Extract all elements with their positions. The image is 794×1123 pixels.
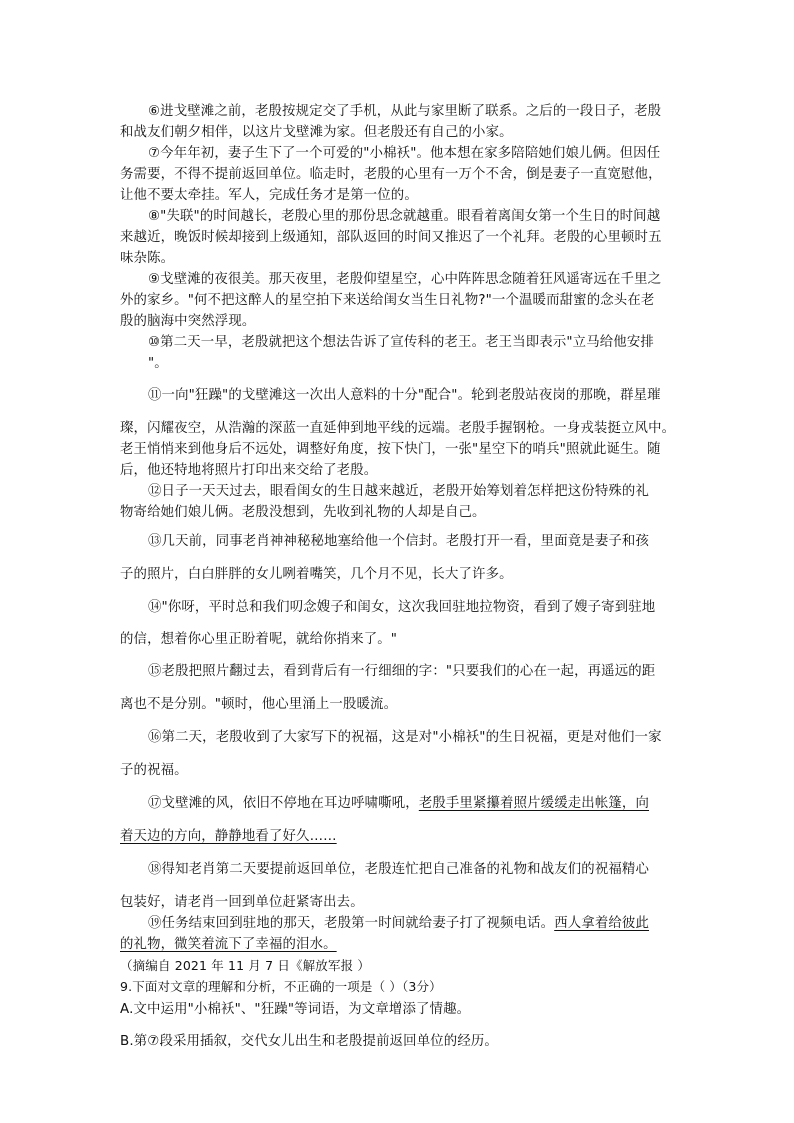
paragraph-11-line-4: 后，他还特地将照片打印出来交给了老殷。 <box>120 463 378 478</box>
paragraph-19-line-2 <box>120 933 686 952</box>
paragraph-17-text: ⑰戈壁滩的风，依旧不停地在耳边呼啸嘶吼， <box>148 796 419 811</box>
paragraph-18-line-1: ⑱得知老肖第二天要提前返回单位，老殷连忙把自己准备的礼物和战友们的祝福精心 <box>148 862 650 877</box>
paragraph-9-line-1: ⑨戈壁滩的夜很美。那天夜里，老殷仰望星空，心中阵阵思念随着狂风遥寄远在千里之 <box>148 272 662 287</box>
paragraph-10-line-1: ⑩第二天一早，老殷就把这个想法告诉了宣传科的老王。老王当即表示"立马给他安排 <box>148 335 654 350</box>
question-option-a: A.文中运用"小棉袄"、"狂躁"等词语，为文章增添了情趣。 <box>120 1002 471 1017</box>
paragraph-16-line-1: ⑯第二天，老殷收到了大家写下的祝福，这是对"小棉袄"的生日祝福，更是对他们一家 <box>148 730 662 745</box>
paragraph-7-line-2: 务需要，不得不提前返回单位。临走时，老殷的心里有一万个不舍，倒是妻子一直宽慰他， <box>120 167 662 182</box>
paragraph-15-line-2: 离也不是分别。"顿时，他心里涌上一股暖流。 <box>120 697 398 712</box>
paragraph-10-line-2: "。 <box>148 356 168 371</box>
source-citation: （摘编自 2021 年 11 月 7 日《解放军报 ） <box>120 958 371 973</box>
paragraph-12-line-2: 物寄给她们娘儿俩。老殷没想到，先收到礼物的人却是自己。 <box>120 505 486 520</box>
paragraph-11-line-3: 老王悄悄来到他身后不远处，调整好角度，按下快门，一张"星空下的哨兵"照就此诞生。随 <box>120 442 661 457</box>
paragraph-13-line-2: 子的照片，白白胖胖的女儿咧着嘴笑，几个月不见，长大了许多。 <box>120 567 513 582</box>
paragraph-8-line-2: 来越近，晚饭时候却接到上级通知，部队返回的时间又推迟了一个礼拜。老殷的心里顿时五 <box>120 230 662 245</box>
paragraph-17-line-2 <box>120 825 686 844</box>
question-option-b: B.第⑦段采用插叙，交代女儿出生和老殷提前返回单位的经历。 <box>120 1034 498 1049</box>
paragraph-12-line-1: ⑫日子一天天过去，眼看闺女的生日越来越近，老殷开始筹划着怎样把这份特殊的礼 <box>148 484 650 499</box>
paragraph-11-line-2: 璨，闪耀夜空，从浩瀚的深蓝一直延伸到地平线的远端。老殷手握钢枪。一身戎装挺立风中。 <box>120 421 676 436</box>
paragraph-17-underlined: 老殷手里紧攥着照片缓缓走出帐篷，向 <box>418 796 650 811</box>
paragraph-6-line-2: 和战友们朝夕相伴，以这片戈壁滩为家。但老殷还有自己的小家。 <box>120 125 513 140</box>
paragraph-19-text: ⑲任务结束回到驻地的那天，老殷第一时间就给妻子打了视频电话。 <box>148 916 555 931</box>
paragraph-17-line-1 <box>120 792 686 811</box>
paragraph-11-line-1: ⑪一向"狂躁"的戈壁滩这一次出人意料的十分"配合"。轮到老殷站夜岗的那晚，群星璀 <box>148 388 661 403</box>
paragraph-7-line-3: 让他不要太牵挂。军人，完成任务才是第一位的。 <box>120 188 418 203</box>
paragraph-6-line-1: ⑥进戈壁滩之前，老殷按规定交了手机，从此与家里断了联系。之后的一段日子，老殷 <box>148 104 662 119</box>
paragraph-7-line-1: ⑦今年年初，妻子生下了一个可爱的"小棉袄"。他本想在家多陪陪她们娘儿俩。但因任 <box>148 146 661 161</box>
paragraph-19-underlined-cont: 的礼物，微笑着流下了幸福的泪水。 <box>120 937 337 952</box>
paragraph-16-line-2: 子的祝福。 <box>120 763 188 778</box>
paragraph-19-line-1 <box>120 912 686 931</box>
paragraph-17-underlined-cont: 着天边的方向，静静地看了好久…… <box>120 829 337 844</box>
paragraph-9-line-3: 殷的脑海中突然浮现。 <box>120 314 256 329</box>
paragraph-14-line-2: 的信，想着你心里正盼着呢，就给你捎来了。" <box>120 632 398 647</box>
question-stem: 9.下面对文章的理解和分析，不正确的一项是（ ）（3分） <box>120 979 442 994</box>
paragraph-18-line-2: 包装好，请老肖一回到单位赶紧寄出去。 <box>120 895 364 910</box>
paragraph-14-line-1: ⑭"你呀，平时总和我们叨念嫂子和闺女，这次我回驻地拉物资，看到了嫂子寄到驻地 <box>148 600 656 615</box>
paragraph-8-line-3: 味杂陈。 <box>120 251 175 266</box>
paragraph-15-line-1: ⑮老殷把照片翻过去，看到背后有一行细细的字："只要我们的心在一起，再遥远的距 <box>148 664 656 679</box>
paragraph-19-underlined: 西人拿着给彼此 <box>554 916 650 931</box>
paragraph-9-line-2: 外的家乡。"何不把这醉人的星空拍下来送给闺女当生日礼物?"一个温暖而甜蜜的念头在老 <box>120 293 655 308</box>
paragraph-13-line-1: ⑬几天前，同事老肖神神秘秘地塞给他一个信封。老殷打开一看，里面竟是妻子和孩 <box>148 534 650 549</box>
paragraph-8-line-1: ⑧"失联"的时间越长，老殷心里的那份思念就越重。眼看着离闺女第一个生日的时间越 <box>148 209 661 224</box>
